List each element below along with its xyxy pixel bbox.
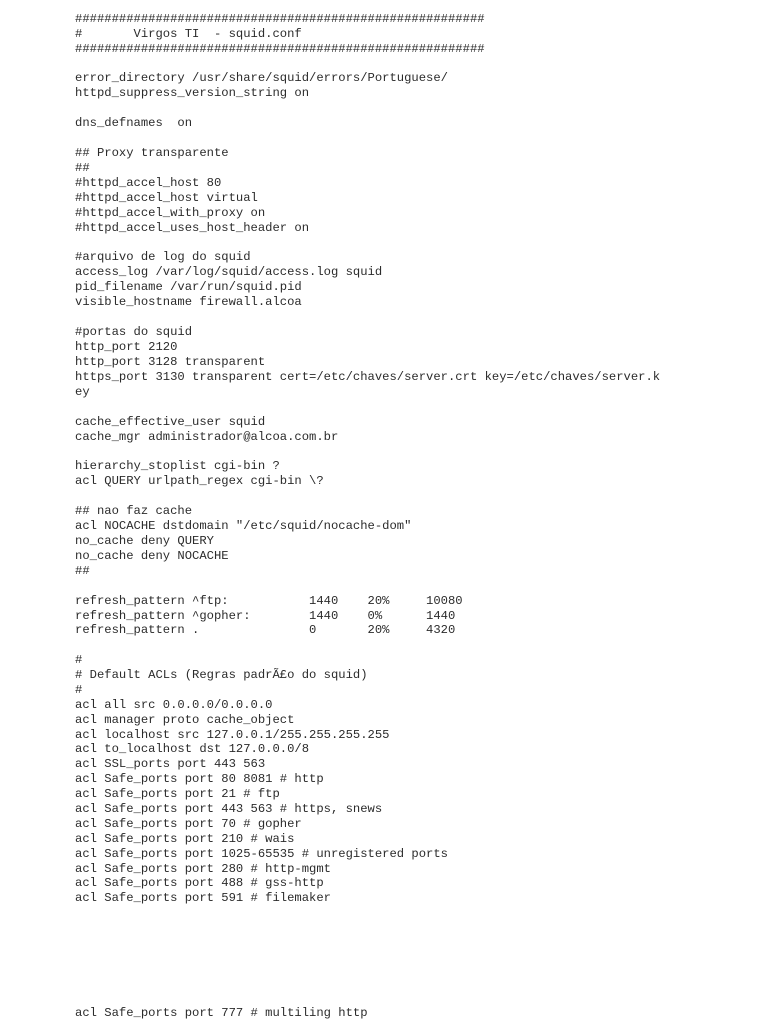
config-line: acl Safe_ports port 21 # ftp [75,787,280,801]
comment-line: # Default ACLs (Regras padrÃ£o do squid) [75,668,368,682]
config-line: dns_defnames on [75,116,193,130]
config-line: acl Safe_ports port 280 # http-mgmt [75,862,331,876]
config-line: acl Safe_ports port 488 # gss-http [75,876,324,890]
header-rule-top: ######################################################## [75,12,485,26]
comment-line: #arquivo de log do squid [75,250,251,264]
header-title: # Virgos TI - squid.conf [75,27,302,41]
config-line: refresh_pattern . 0 20% 4320 [75,623,456,637]
config-line: acl Safe_ports port 70 # gopher [75,817,302,831]
config-line: acl Safe_ports port 210 # wais [75,832,295,846]
config-line: acl manager proto cache_object [75,713,295,727]
config-line: https_port 3130 transparent cert=/etc/chaves/server.crt key=/etc/chaves/server.k [75,370,661,384]
config-line: acl NOCACHE dstdomain "/etc/squid/nocache-dom" [75,519,412,533]
config-line: http_port 3128 transparent [75,355,266,369]
config-line: refresh_pattern ^ftp: 1440 20% 10080 [75,594,463,608]
config-line: no_cache deny NOCACHE [75,549,229,563]
config-line: acl all src 0.0.0.0/0.0.0.0 [75,698,273,712]
header-rule-bottom: ######################################################## [75,42,485,56]
config-line: http_port 2120 [75,340,178,354]
comment-line: #httpd_accel_with_proxy on [75,206,266,220]
config-line: refresh_pattern ^gopher: 1440 0% 1440 [75,609,456,623]
config-line: no_cache deny QUERY [75,534,214,548]
config-line: acl Safe_ports port 777 # multiling http [75,1006,368,1020]
config-line: hierarchy_stoplist cgi-bin ? [75,459,280,473]
config-line: acl Safe_ports port 443 563 # https, snews [75,802,383,816]
config-line: pid_filename /var/run/squid.pid [75,280,302,294]
config-line: cache_mgr administrador@alcoa.com.br [75,430,339,444]
comment-line: #httpd_accel_host 80 [75,176,222,190]
comment-line: # [75,653,83,667]
config-line: ey [75,385,90,399]
config-line: acl Safe_ports port 1025-65535 # unregistered ports [75,847,448,861]
config-line: cache_effective_user squid [75,415,266,429]
comment-line: #httpd_accel_uses_host_header on [75,221,310,235]
config-line: acl Safe_ports port 80 8081 # http [75,772,324,786]
config-line: acl Safe_ports port 591 # filemaker [75,891,331,905]
comment-line: #portas do squid [75,325,193,339]
config-line: httpd_suppress_version_string on [75,86,310,100]
config-line: access_log /var/log/squid/access.log squid [75,265,383,279]
comment-line: ## [75,161,90,175]
comment-line: ## nao faz cache [75,504,193,518]
config-line: acl to_localhost dst 127.0.0.0/8 [75,742,310,756]
config-line: acl QUERY urlpath_regex cgi-bin \? [75,474,324,488]
config-line: acl localhost src 127.0.0.1/255.255.255.255 [75,728,390,742]
config-line: visible_hostname firewall.alcoa [75,295,302,309]
comment-line: # [75,683,83,697]
comment-line: #httpd_accel_host virtual [75,191,258,205]
comment-line: ## [75,564,90,578]
config-line: acl SSL_ports port 443 563 [75,757,266,771]
comment-line: ## Proxy transparente [75,146,229,160]
config-line: error_directory /usr/share/squid/errors/Portuguese/ [75,71,448,85]
